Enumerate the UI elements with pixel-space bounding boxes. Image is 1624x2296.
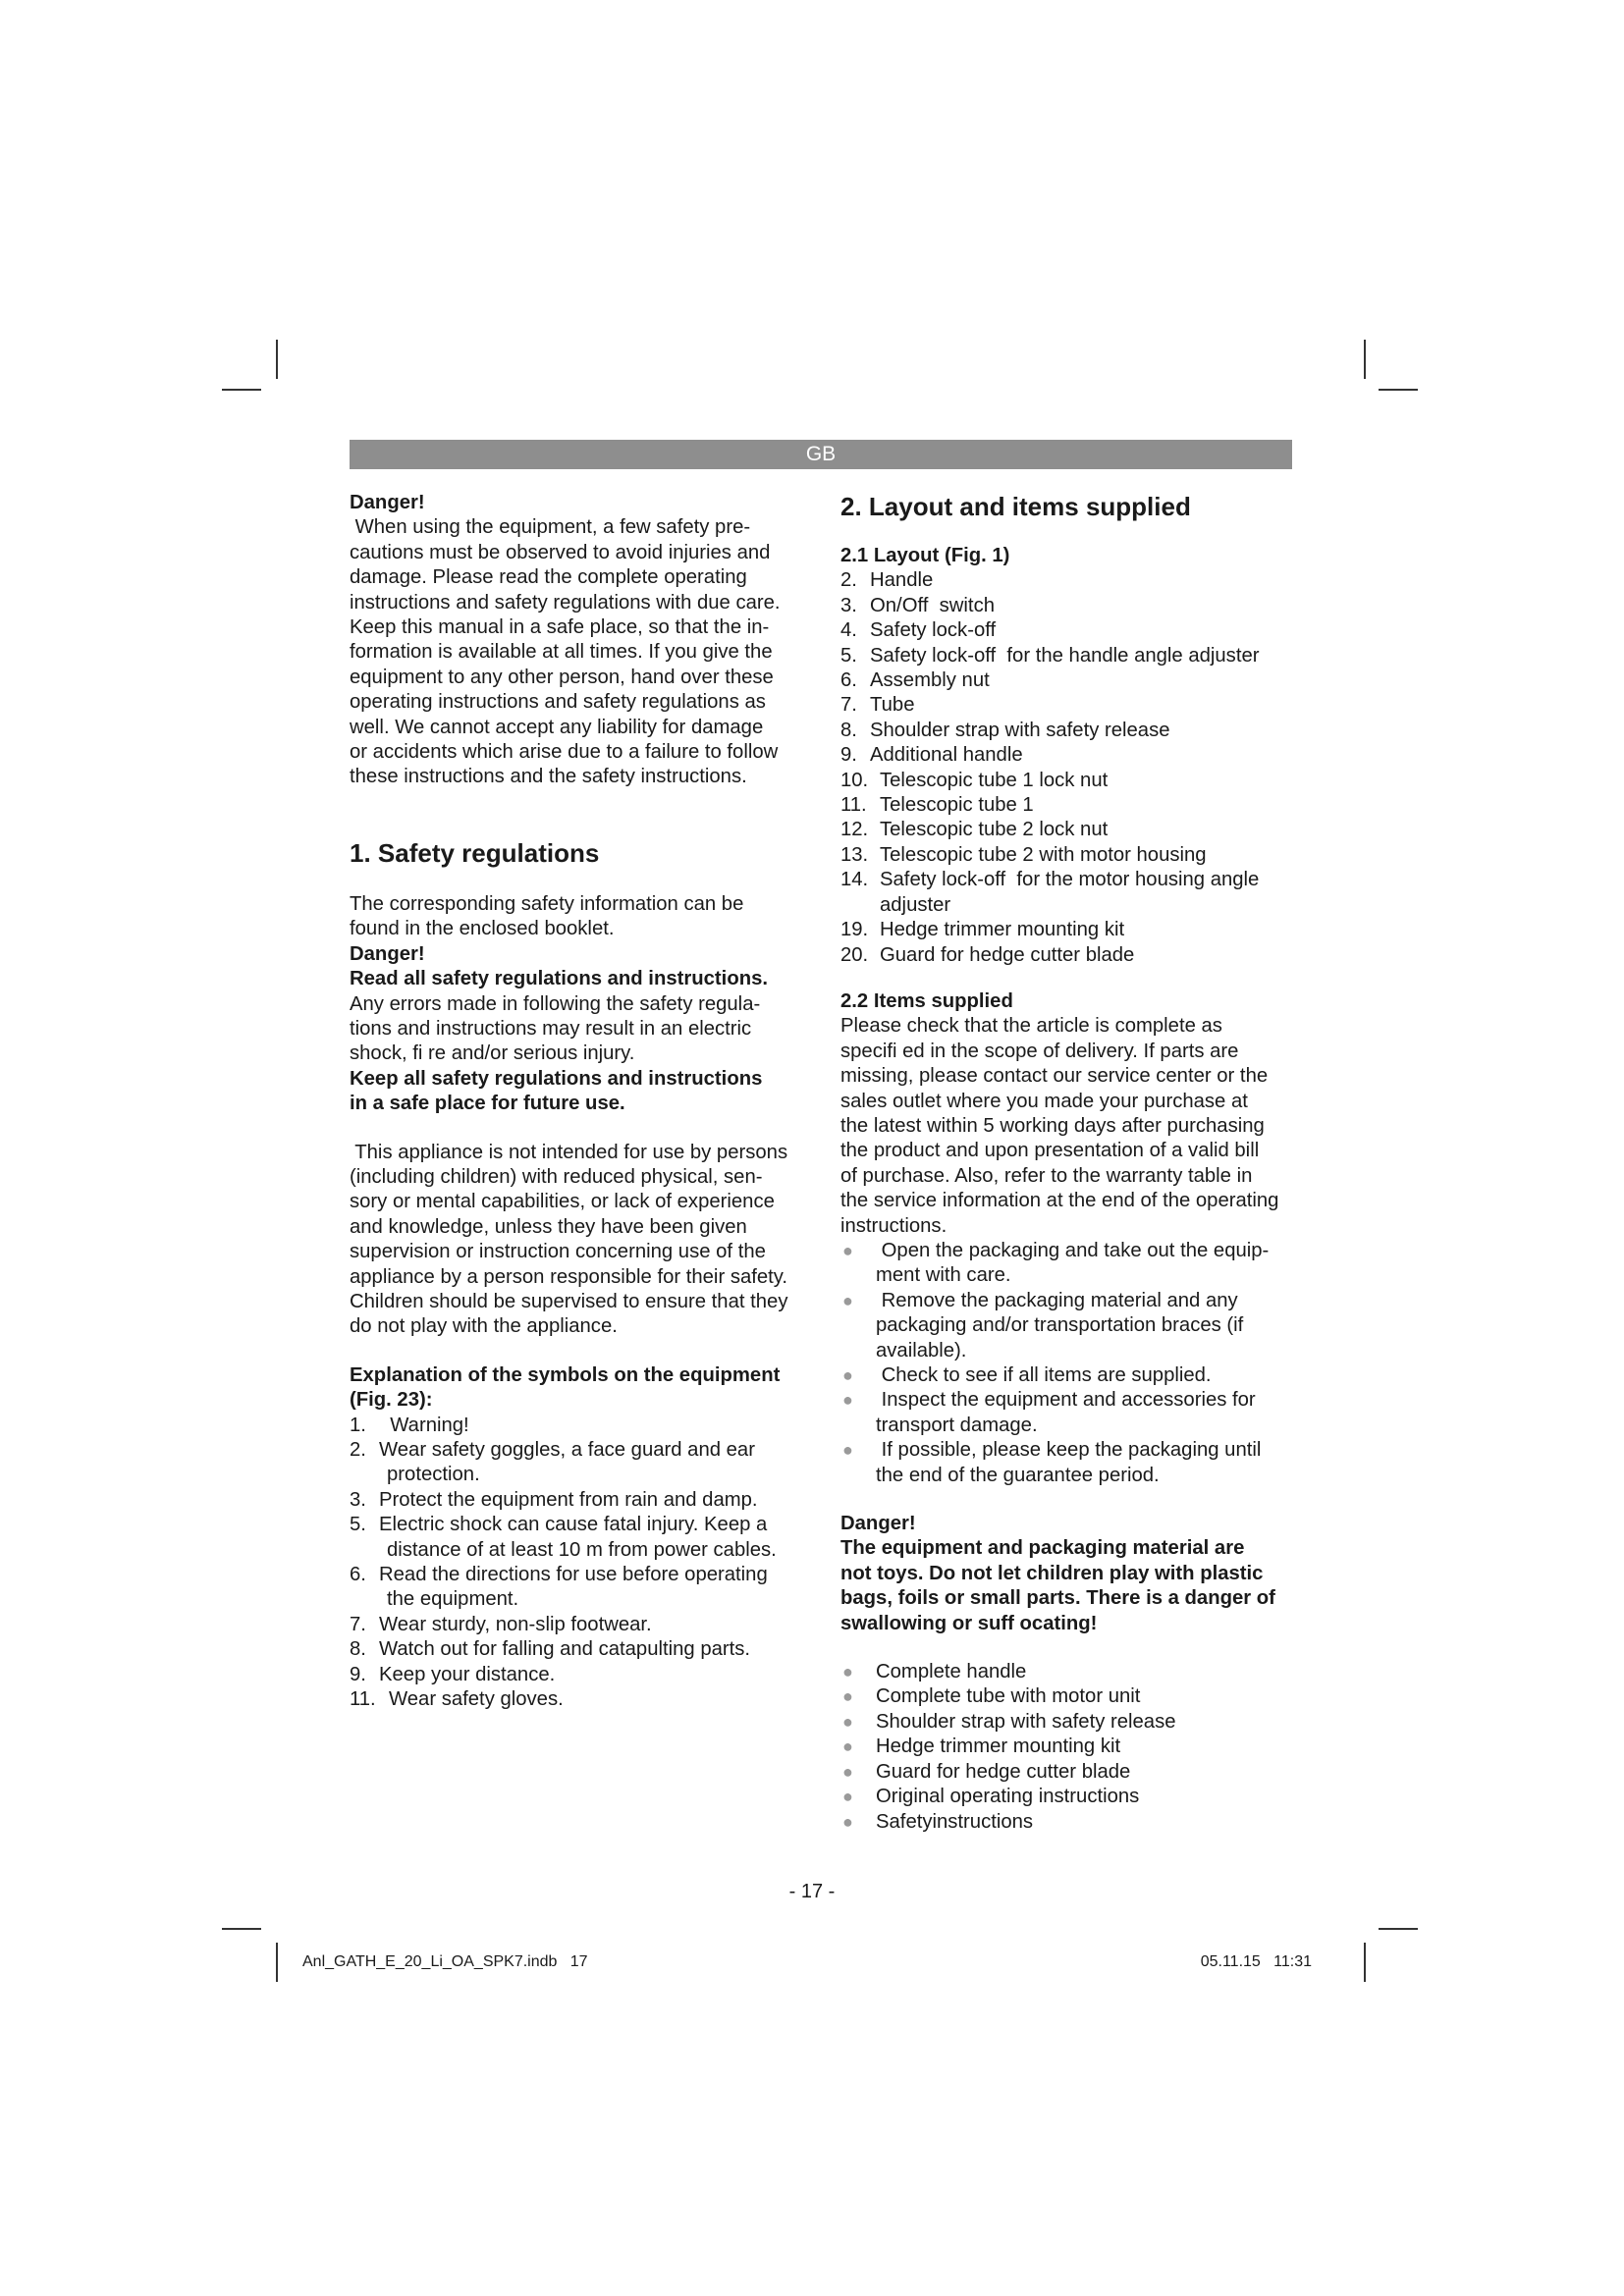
item-number: 19. xyxy=(840,919,869,941)
text-line: (including children) with reduced physical, sen- xyxy=(350,1165,763,1188)
crop-mark xyxy=(1364,340,1366,379)
danger-heading: Danger! xyxy=(350,492,425,513)
list-item xyxy=(840,693,1302,718)
list-item xyxy=(350,1488,803,1513)
page-number: - 17 - xyxy=(788,1881,836,1902)
language-code: GB xyxy=(805,443,837,465)
text-line: or accidents which arise due to a failure to follow xyxy=(350,741,779,764)
text-line: the product and upon presentation of a valid bill xyxy=(840,1140,1260,1162)
crop-mark xyxy=(276,1943,278,1982)
intro-text xyxy=(350,892,803,942)
item-text: Handle xyxy=(870,569,934,592)
item-number: 20. xyxy=(840,943,869,966)
item-number: 3. xyxy=(840,594,857,616)
text-line: sory or mental capabilities, or lack of experience xyxy=(350,1191,775,1213)
items-supplied-heading: 2.2 Items supplied xyxy=(840,989,1013,1012)
crop-mark xyxy=(276,340,278,379)
bullet-icon: ● xyxy=(842,1290,853,1310)
text-line: instructions. xyxy=(840,1214,947,1237)
item-number: 9. xyxy=(350,1663,366,1685)
text-line: Children should be supervised to ensure that they xyxy=(350,1290,788,1312)
left-column xyxy=(350,491,803,1712)
item-text: transport damage. xyxy=(876,1414,1038,1436)
text-line: swallowing or suff ocating! xyxy=(840,1612,1098,1634)
item-text: Telescopic tube 2 with motor housing xyxy=(880,843,1207,866)
crop-mark xyxy=(222,1928,261,1930)
item-number: 10. xyxy=(840,769,869,791)
item-text: ment with care. xyxy=(876,1264,1011,1287)
item-text: On/Off switch xyxy=(870,594,995,616)
item-number: 1. xyxy=(350,1414,366,1436)
text-line: tions and instructions may result in an electric xyxy=(350,1017,752,1040)
list-item xyxy=(840,843,1302,868)
item-text: protection. xyxy=(387,1464,480,1486)
layout-list-continued xyxy=(840,769,1302,968)
appliance-text xyxy=(350,1141,803,1340)
item-text: Shoulder strap with safety release xyxy=(870,719,1170,741)
item-text: Tube xyxy=(870,694,915,717)
item-number: 11. xyxy=(840,794,867,817)
list-item xyxy=(840,1388,1302,1438)
item-text: Wear sturdy, non-slip footwear. xyxy=(379,1613,652,1635)
list-item xyxy=(840,743,1302,768)
item-number: 7. xyxy=(840,694,857,717)
text-line: When using the equipment, a few safety pre- xyxy=(350,516,751,539)
item-number: 6. xyxy=(350,1564,366,1586)
errors-text xyxy=(350,992,803,1067)
bullet-icon: ● xyxy=(842,1811,853,1832)
item-text: available). xyxy=(876,1339,967,1362)
item-text: Electric shock can cause fatal injury. Keep a xyxy=(379,1514,768,1536)
bullet-icon: ● xyxy=(842,1440,853,1461)
danger-text xyxy=(350,515,803,789)
list-item xyxy=(840,1760,1302,1785)
item-text: Safetyinstructions xyxy=(876,1810,1034,1833)
item-text: Complete tube with motor unit xyxy=(876,1685,1141,1708)
text-line: equipment to any other person, hand over these xyxy=(350,666,774,688)
item-text: Watch out for falling and catapulting parts. xyxy=(379,1638,751,1661)
list-item xyxy=(840,793,1302,818)
text-line: bags, foils or small parts. There is a danger of xyxy=(840,1587,1275,1610)
language-header-bar xyxy=(350,440,1292,469)
list-item xyxy=(840,719,1302,743)
symbols-list xyxy=(350,1414,803,1713)
bullet-icon: ● xyxy=(842,1761,853,1782)
item-text: Read the directions for use before operating xyxy=(379,1564,768,1586)
item-text: Wear safety goggles, a face guard and ear xyxy=(379,1439,755,1461)
bullet-icon: ● xyxy=(842,1686,853,1707)
read-all-heading: Read all safety regulations and instructions. xyxy=(350,968,769,990)
item-number: 8. xyxy=(350,1638,366,1661)
list-item xyxy=(840,769,1302,793)
item-number: 2. xyxy=(840,569,857,592)
text-line: appliance by a person responsible for their safety. xyxy=(350,1265,788,1288)
item-text: Hedge trimmer mounting kit xyxy=(880,919,1125,941)
list-item xyxy=(840,818,1302,842)
text-line: (Fig. 23): xyxy=(350,1389,433,1412)
item-text: adjuster xyxy=(880,893,951,916)
item-number: 7. xyxy=(350,1613,366,1635)
item-text: Open the packaging and take out the equip- xyxy=(876,1239,1270,1261)
item-text: Safety lock-off for the motor housing angle xyxy=(880,869,1260,891)
item-text: Inspect the equipment and accessories for xyxy=(876,1389,1256,1412)
list-item xyxy=(840,668,1302,693)
text-line: supervision or instruction concerning use of the xyxy=(350,1241,766,1263)
item-text: Complete handle xyxy=(876,1661,1027,1683)
list-item xyxy=(840,1684,1302,1709)
bullet-icon: ● xyxy=(842,1240,853,1260)
text-line: instructions and safety regulations with due care. xyxy=(350,591,781,614)
crop-mark xyxy=(1379,389,1418,391)
layout-heading: 2.1 Layout (Fig. 1) xyxy=(840,545,1010,566)
bullet-icon: ● xyxy=(842,1390,853,1411)
list-item xyxy=(840,568,1302,593)
supplied-items-list xyxy=(840,1660,1302,1835)
text-line: Keep all safety regulations and instructions xyxy=(350,1067,763,1090)
list-item xyxy=(840,1810,1302,1835)
list-item xyxy=(350,1438,803,1488)
item-text: Wear safety gloves. xyxy=(389,1688,564,1711)
item-text: Protect the equipment from rain and damp. xyxy=(379,1488,758,1511)
crop-mark xyxy=(1364,1943,1366,1982)
text-line: found in the enclosed booklet. xyxy=(350,918,615,940)
text-line: specifi ed in the scope of delivery. If parts are xyxy=(840,1040,1239,1062)
crop-mark xyxy=(1379,1928,1418,1930)
item-number: 4. xyxy=(840,619,857,642)
text-line: Keep this manual in a safe place, so that the in- xyxy=(350,616,770,639)
list-item xyxy=(840,918,1302,942)
item-text: Telescopic tube 1 lock nut xyxy=(880,769,1109,791)
item-text: Keep your distance. xyxy=(379,1663,556,1685)
list-item xyxy=(840,1735,1302,1759)
list-item xyxy=(350,1637,803,1662)
list-item xyxy=(840,644,1302,668)
danger-warning-text xyxy=(840,1536,1302,1636)
check-list xyxy=(840,1239,1302,1488)
text-line: shock, fi re and/or serious injury. xyxy=(350,1042,635,1065)
item-text: Guard for hedge cutter blade xyxy=(876,1760,1131,1783)
item-number: 5. xyxy=(840,644,857,667)
text-line: not toys. Do not let children play with plastic xyxy=(840,1562,1264,1584)
symbols-heading xyxy=(350,1363,803,1414)
item-text: Safety lock-off xyxy=(870,619,997,642)
text-line: well. We cannot accept any liability for damage xyxy=(350,716,764,738)
footer-file-name: Anl_GATH_E_20_Li_OA_SPK7.indb 17 xyxy=(302,1953,588,1970)
item-number: 5. xyxy=(350,1514,366,1536)
list-item xyxy=(350,1687,803,1712)
list-item xyxy=(840,943,1302,968)
text-line: of purchase. Also, refer to the warranty table in xyxy=(840,1164,1253,1187)
section-title-safety: 1. Safety regulations xyxy=(350,837,600,868)
list-item xyxy=(350,1414,803,1438)
text-line: The equipment and packaging material are xyxy=(840,1537,1245,1560)
list-item xyxy=(840,1289,1302,1363)
item-number: 3. xyxy=(350,1488,366,1511)
item-number: 13. xyxy=(840,843,869,866)
right-column xyxy=(840,491,1302,1835)
list-item xyxy=(840,1239,1302,1289)
item-text: Check to see if all items are supplied. xyxy=(876,1364,1212,1386)
item-text: Guard for hedge cutter blade xyxy=(880,943,1135,966)
list-item xyxy=(350,1513,803,1563)
text-line: the latest within 5 working days after purchasing xyxy=(840,1114,1265,1137)
item-text: Remove the packaging material and any xyxy=(876,1289,1238,1311)
text-line: damage. Please read the complete operating xyxy=(350,566,747,589)
item-text: Shoulder strap with safety release xyxy=(876,1710,1176,1733)
item-number: 9. xyxy=(840,744,857,767)
item-number: 14. xyxy=(840,869,869,891)
bullet-icon: ● xyxy=(842,1736,853,1757)
text-line: do not play with the appliance. xyxy=(350,1315,618,1338)
list-item xyxy=(840,1363,1302,1388)
item-text: packaging and/or transportation braces (if xyxy=(876,1314,1244,1337)
item-text: Warning! xyxy=(379,1414,469,1436)
text-line: The corresponding safety information can be xyxy=(350,892,744,915)
text-line: cautions must be observed to avoid injuries and xyxy=(350,541,771,563)
text-line: and knowledge, unless they have been given xyxy=(350,1215,747,1238)
footer-timestamp: 05.11.15 11:31 xyxy=(1200,1953,1312,1970)
text-line: the service information at the end of the operating xyxy=(840,1190,1279,1212)
item-text: If possible, please keep the packaging until xyxy=(876,1439,1262,1462)
list-item xyxy=(840,1785,1302,1809)
keep-instructions-heading xyxy=(350,1067,803,1117)
list-item xyxy=(840,1660,1302,1684)
item-number: 6. xyxy=(840,669,857,692)
bullet-icon: ● xyxy=(842,1365,853,1385)
danger-heading: Danger! xyxy=(350,942,425,965)
text-line: sales outlet where you made your purchase at xyxy=(840,1090,1248,1112)
list-item xyxy=(840,1710,1302,1735)
item-number: 12. xyxy=(840,819,869,841)
item-text: Original operating instructions xyxy=(876,1786,1140,1808)
text-line: formation is available at all times. If you give the xyxy=(350,641,773,664)
bullet-icon: ● xyxy=(842,1787,853,1807)
list-item xyxy=(840,618,1302,643)
bullet-icon: ● xyxy=(842,1711,853,1732)
items-supplied-text xyxy=(840,1014,1302,1239)
item-text: Additional handle xyxy=(870,744,1023,767)
text-line: these instructions and the safety instructions. xyxy=(350,766,747,788)
item-text: Telescopic tube 1 xyxy=(880,794,1034,817)
item-number: 2. xyxy=(350,1439,366,1461)
item-text: Telescopic tube 2 lock nut xyxy=(880,819,1109,841)
item-text: distance of at least 10 m from power cables. xyxy=(387,1538,777,1561)
text-line: Explanation of the symbols on the equipment xyxy=(350,1363,781,1386)
list-item xyxy=(840,594,1302,618)
text-line: operating instructions and safety regulations as xyxy=(350,691,766,714)
text-line: Please check that the article is complete as xyxy=(840,1015,1222,1038)
item-text: Safety lock-off for the handle angle adjuster xyxy=(870,644,1260,667)
item-number: 11. xyxy=(350,1688,376,1711)
list-item xyxy=(350,1613,803,1637)
item-text: the equipment. xyxy=(387,1588,519,1611)
danger-heading: Danger! xyxy=(840,1513,916,1535)
section-title-layout: 2. Layout and items supplied xyxy=(840,492,1191,521)
item-number: 8. xyxy=(840,719,857,741)
text-line: missing, please contact our service center or the xyxy=(840,1065,1269,1088)
list-item xyxy=(350,1563,803,1613)
list-item xyxy=(350,1663,803,1687)
list-item xyxy=(840,868,1302,918)
item-text: Assembly nut xyxy=(870,669,990,692)
text-line: in a safe place for future use. xyxy=(350,1093,625,1115)
text-line: Any errors made in following the safety regula- xyxy=(350,992,761,1015)
layout-list xyxy=(840,568,1302,768)
danger-notice xyxy=(350,491,803,790)
bullet-icon: ● xyxy=(842,1662,853,1682)
text-line: This appliance is not intended for use by persons xyxy=(350,1141,788,1163)
list-item xyxy=(840,1438,1302,1488)
crop-mark xyxy=(222,389,261,391)
item-text: Hedge trimmer mounting kit xyxy=(876,1735,1121,1758)
item-text: the end of the guarantee period. xyxy=(876,1464,1160,1486)
